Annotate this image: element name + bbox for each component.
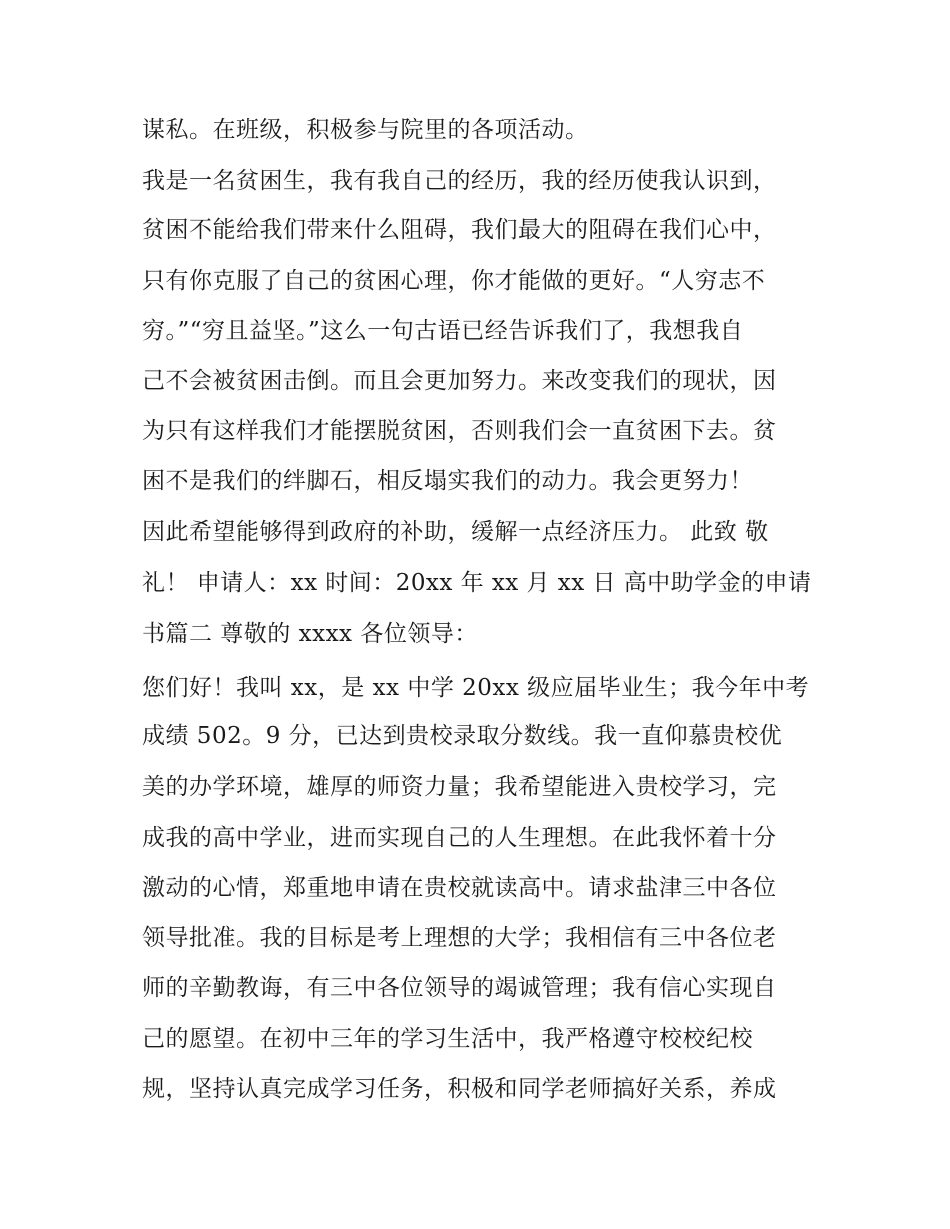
text-line: 书篇二 尊敬的 xxxx 各位领导： <box>142 621 478 647</box>
text-line: 成绩 502。9 分，已达到贵校录取分数线。我一直仰慕贵校优 <box>142 723 783 749</box>
text-line: 穷。”“穷且益坚。”这么一句古语已经告诉我们了，我想我自 <box>142 318 744 344</box>
text-line: 困不是我们的绊脚石，相反塌实我们的动力。我会更努力！ <box>142 468 753 494</box>
text-line: 领导批准。我的目标是考上理想的大学；我相信有三中各位老 <box>142 925 777 951</box>
text-line: 只有你克服了自己的贫困心理，你才能做的更好。“人穷志不 <box>142 268 766 294</box>
text-line: 己的愿望。在初中三年的学习生活中，我严格遵守校校纪校 <box>142 1026 753 1052</box>
text-line: 贫困不能给我们带来什么阻碍，我们最大的阻碍在我们心中， <box>142 217 777 243</box>
text-line: 谋私。在班级，积极参与院里的各项活动。 <box>142 117 589 143</box>
text-line: 您们好！我叫 xx，是 xx 中学 20xx 级应届毕业生；我今年中考 <box>142 675 810 701</box>
text-line: 美的办学环境，雄厚的师资力量；我希望能进入贵校学习，完 <box>142 774 777 800</box>
text-line: 己不会被贫困击倒。而且会更加努力。来改变我们的现状，因 <box>142 368 777 394</box>
text-line: 规，坚持认真完成学习任务，积极和同学老师搞好关系，养成 <box>142 1076 777 1102</box>
text-line: 因此希望能够得到政府的补助，缓解一点经济压力。 此致 敬 <box>142 519 769 545</box>
text-line: 师的辛勤教诲，有三中各位领导的竭诚管理；我有信心实现自 <box>142 975 777 1001</box>
text-line: 为只有这样我们才能摆脱贫困，否则我们会一直贫困下去。贫 <box>142 418 777 444</box>
text-line: 成我的高中学业，进而实现自己的人生理想。在此我怀着十分 <box>142 825 777 851</box>
text-line: 礼！ 申请人：xx 时间：20xx 年 xx 月 xx 日 高中助学金的申请 <box>142 570 812 596</box>
text-line: 激动的心情，郑重地申请在贵校就读高中。请求盐津三中各位 <box>142 875 777 901</box>
text-line: 我是一名贫困生，我有我自己的经历，我的经历使我认识到， <box>142 168 777 194</box>
